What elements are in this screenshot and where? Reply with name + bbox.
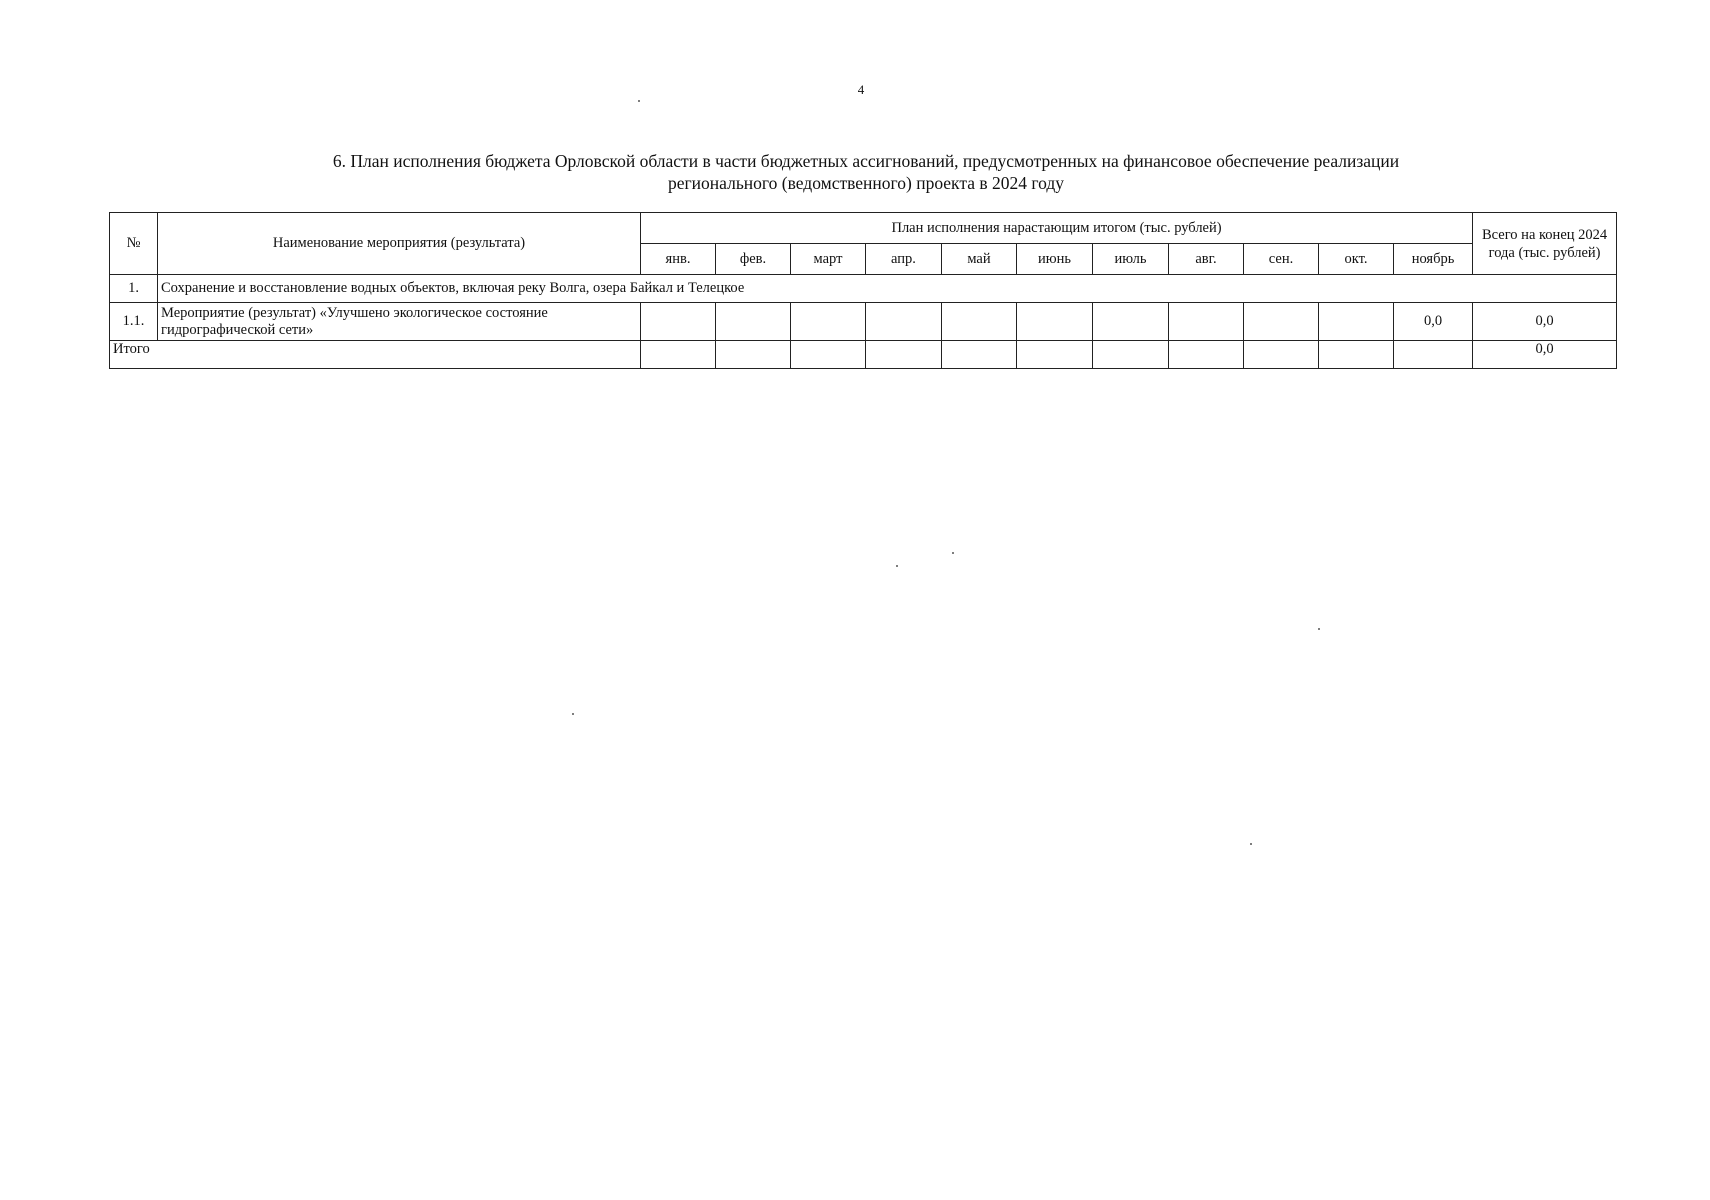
- total-month-value: [716, 341, 791, 369]
- section-number: 1.: [110, 275, 158, 303]
- title-line-1: 6. План исполнения бюджета Орловской области в части бюджетных ассигнований, предусмотренных на финансовое обеспечение реализации: [332, 151, 1400, 171]
- item-month-value: [942, 303, 1017, 341]
- total-month-value: [1319, 341, 1394, 369]
- total-label: Итого: [110, 341, 641, 369]
- month-header: май: [942, 244, 1017, 275]
- total-month-value: [1093, 341, 1169, 369]
- section-title: [170, 150, 1562, 194]
- item-month-value: [641, 303, 716, 341]
- item-row: [110, 303, 1617, 341]
- scan-speck: [572, 713, 574, 715]
- item-name: Мероприятие (результат) «Улучшено экологическое состояние гидрографической сети»: [158, 303, 641, 341]
- month-header: июнь: [1017, 244, 1093, 275]
- item-month-value: [1093, 303, 1169, 341]
- scan-speck: [638, 100, 640, 102]
- budget-plan-table: [109, 212, 1617, 369]
- item-month-value: 0,0: [1394, 303, 1473, 341]
- scan-speck: [1250, 843, 1252, 845]
- item-month-value: [1169, 303, 1244, 341]
- month-header: апр.: [866, 244, 942, 275]
- total-month-value: [791, 341, 866, 369]
- month-header: фев.: [716, 244, 791, 275]
- header-total: Всего на конец 2024 года (тыс. рублей): [1473, 213, 1617, 275]
- item-number: 1.1.: [110, 303, 158, 341]
- header-plan: План исполнения нарастающим итогом (тыс. рублей): [641, 213, 1473, 244]
- scan-speck: [896, 565, 898, 567]
- total-month-value: [641, 341, 716, 369]
- header-name: Наименование мероприятия (результата): [158, 213, 641, 275]
- month-header: ноябрь: [1394, 244, 1473, 275]
- grand-total: 0,0: [1473, 341, 1617, 369]
- total-month-value: [1169, 341, 1244, 369]
- month-header: янв.: [641, 244, 716, 275]
- section-name: Сохранение и восстановление водных объектов, включая реку Волга, озера Байкал и Телецкое: [158, 275, 1617, 303]
- item-month-value: [1017, 303, 1093, 341]
- section-row: [110, 275, 1617, 303]
- scan-speck: [1318, 628, 1320, 630]
- title-line-2: регионального (ведомственного) проекта в 2024 году: [667, 173, 1064, 193]
- month-header: авг.: [1169, 244, 1244, 275]
- page-number: 4: [857, 82, 865, 97]
- total-month-value: [1244, 341, 1319, 369]
- total-month-value: [1017, 341, 1093, 369]
- header-number: №: [110, 213, 158, 275]
- scan-speck: [952, 552, 954, 554]
- total-month-value: [866, 341, 942, 369]
- month-header: июль: [1093, 244, 1169, 275]
- month-header: март: [791, 244, 866, 275]
- item-month-value: [866, 303, 942, 341]
- item-month-value: [716, 303, 791, 341]
- item-month-value: [1244, 303, 1319, 341]
- month-header: сен.: [1244, 244, 1319, 275]
- total-month-value: [1394, 341, 1473, 369]
- item-month-value: [1319, 303, 1394, 341]
- item-month-value: [791, 303, 866, 341]
- item-total: 0,0: [1473, 303, 1617, 341]
- total-row: [110, 341, 1617, 369]
- total-month-value: [942, 341, 1017, 369]
- header-row: [110, 213, 1617, 244]
- month-header: окт.: [1319, 244, 1394, 275]
